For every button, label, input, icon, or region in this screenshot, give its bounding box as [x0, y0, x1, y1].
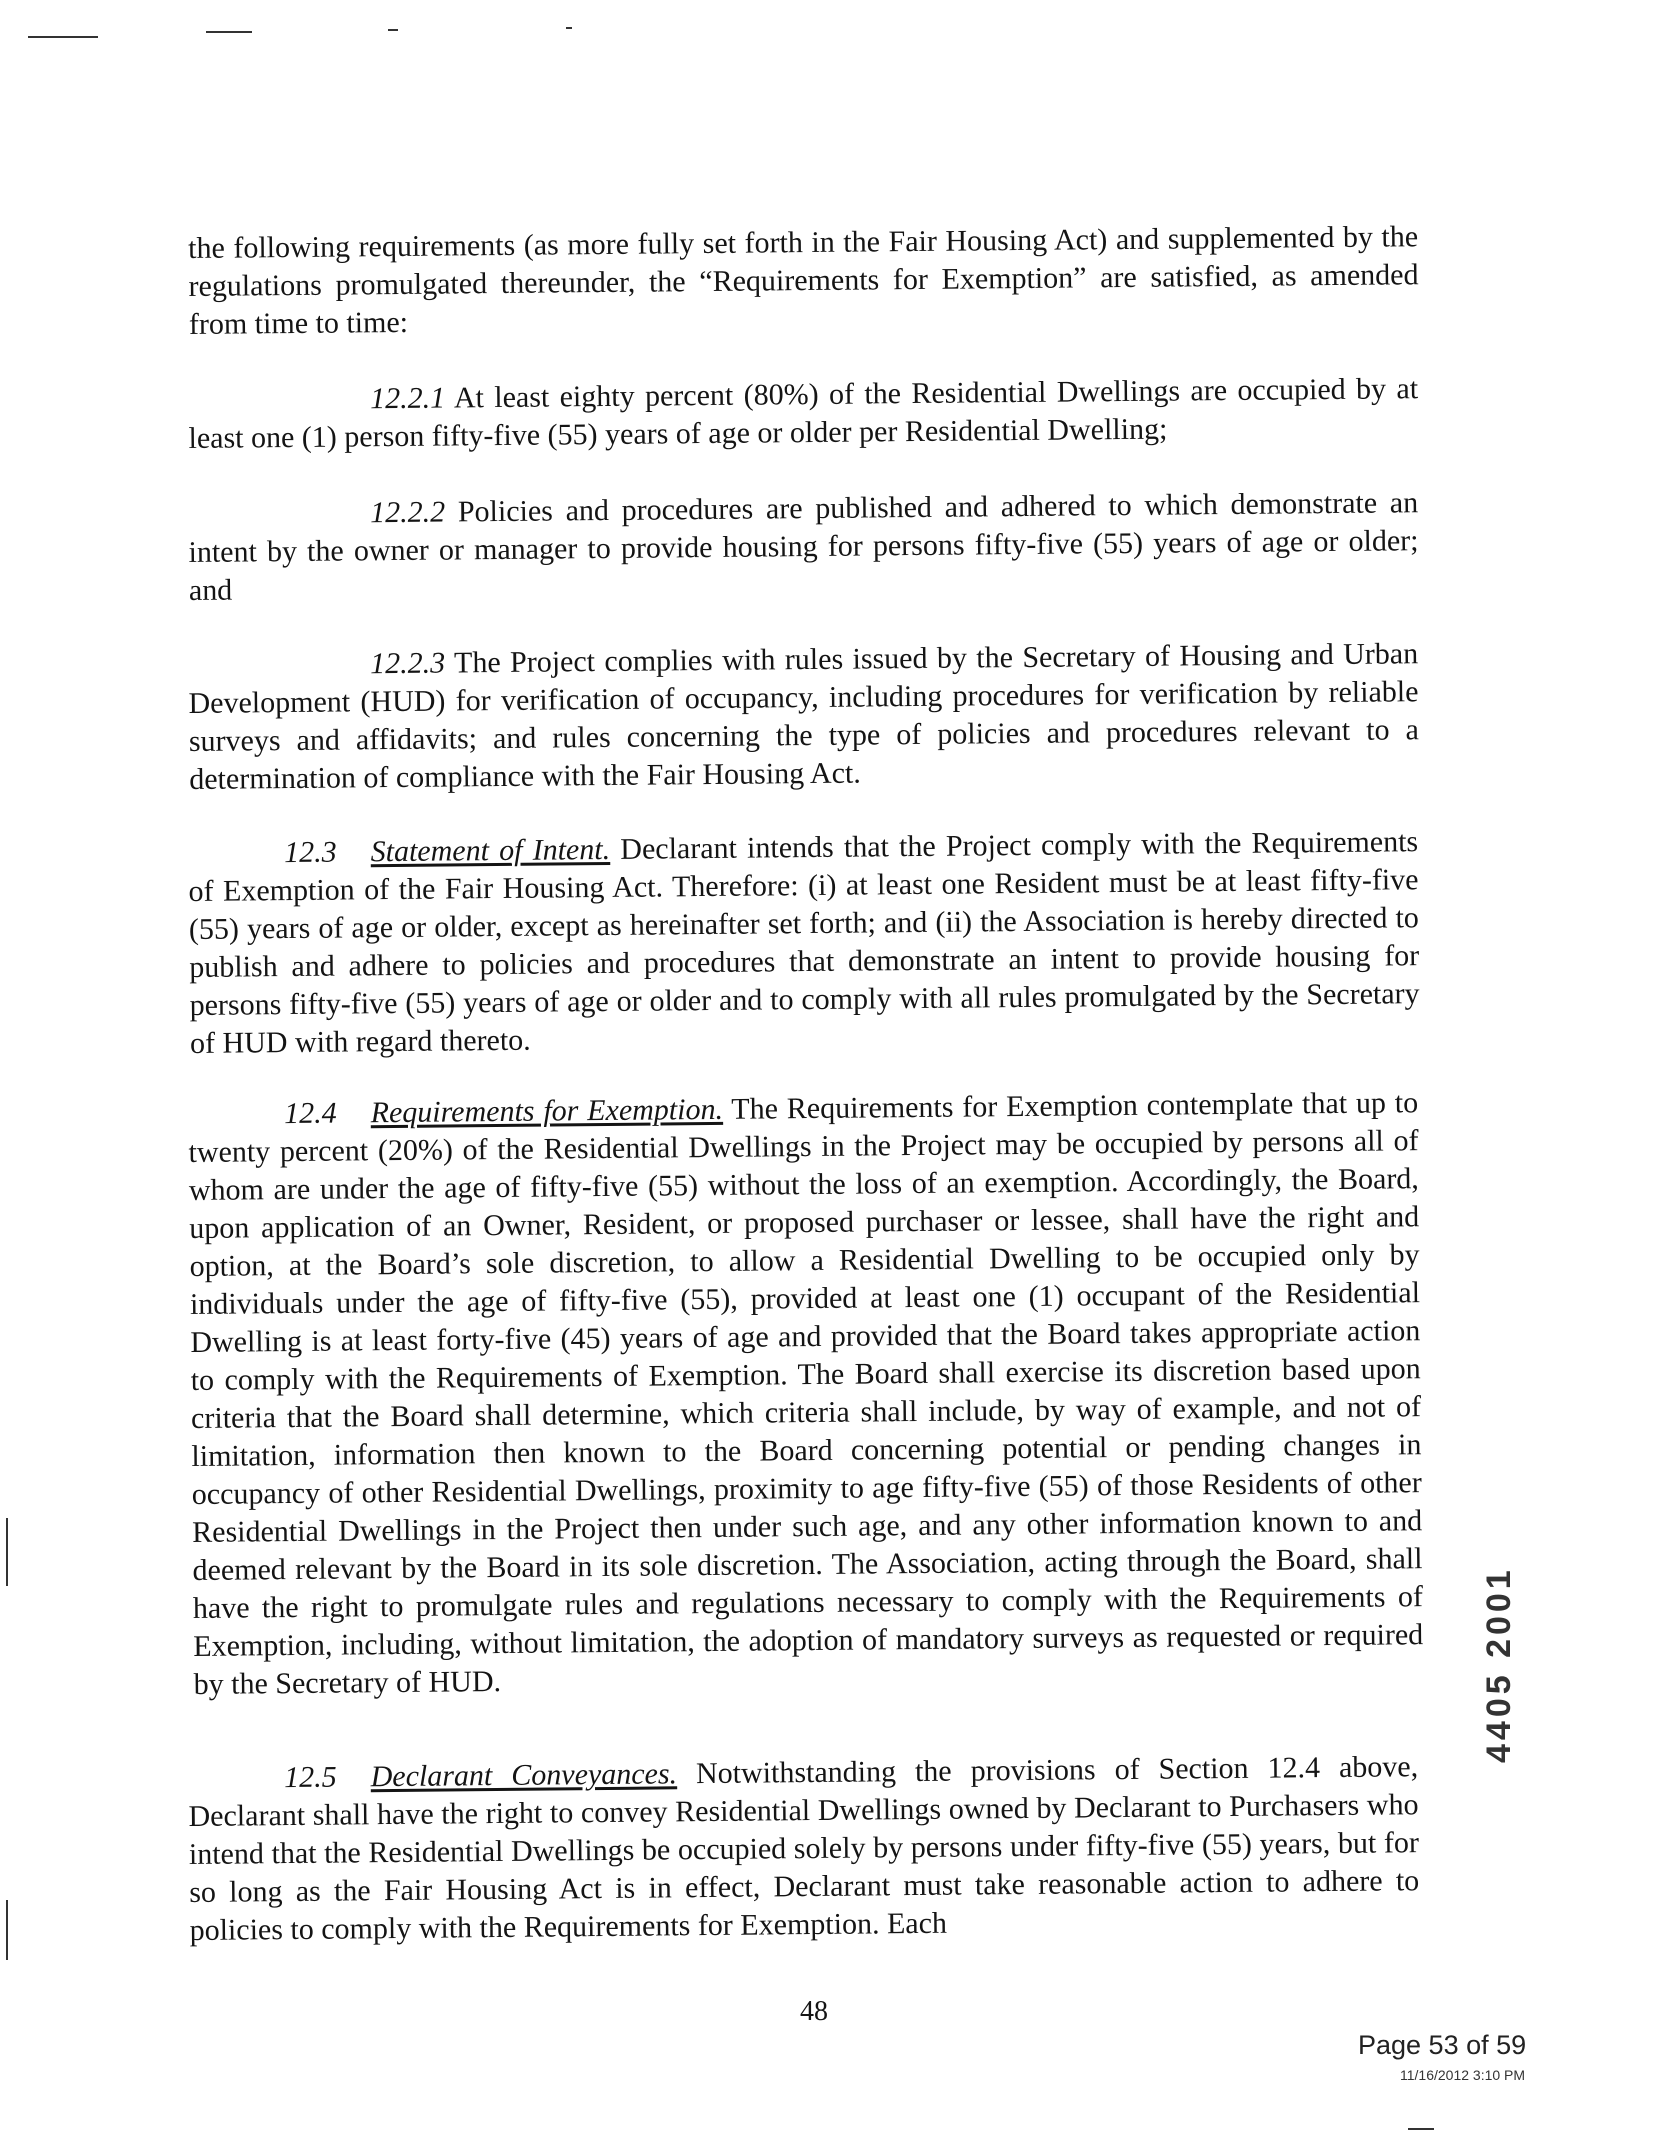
section-number: 12.5 — [284, 1760, 337, 1795]
section-text: Notwithstanding the provisions of Section 12.4 above, Declarant shall have the right to convey Residential Dwellings owned by Declarant to Purchasers who intend that the Residential Dwellings be occupied solely by persons under fifty-five (55) years, but for so long as the Fair Housing Act is in effect, Declarant must take reasonable action to adhere to policies to comply with the Requirements for Exemption. Each — [188, 1750, 1420, 1947]
item-number: 12.2.2 — [370, 495, 446, 530]
item-text: Policies and procedures are published and adhered to which demonstrate an intent by the owner or manager to provide housing for persons fifty-five (55) years of age or older; and — [188, 486, 1419, 607]
section-12-3 — [188, 823, 1420, 1063]
item-text: At least eighty percent (80%) of the Residential Dwellings are occupied by at least one (1) person fifty-five (55) years of age or older per Residential Dwelling; — [188, 372, 1419, 455]
item-text: The Project complies with rules issued by the Secretary of Housing and Urban Development (HUD) for verification of occupancy, including procedures for verification by reliable surveys and affidavits; and rules concerning the type of policies and procedures relevant to a determination of compliance with the Fair Housing Act. — [188, 637, 1420, 796]
scan-mark-left-1 — [6, 1518, 8, 1586]
section-title: Statement of Intent. — [370, 832, 611, 869]
section-title: Declarant Conveyances. — [370, 1757, 678, 1794]
page-number: 48 — [800, 1996, 828, 2027]
scan-mark-top-4 — [566, 27, 572, 29]
section-text: The Requirements for Exemption contemplate that up to twenty percent (20%) of the Residential Dwellings in the Project may be occupied by persons all of whom are under the age of fifty-five (55) without the loss of an exemption. Accordingly, the Board, upon application of an Owner, Resident, or proposed purchaser or lessee, shall have the right and option, at the Board’s sole discretion, to allow a Residential Dwelling to be occupied only by individuals under the age of fifty-five (55), provided at least one (1) occupant of the Residential Dwelling is at least forty-five (45) years of age and provided that the Board takes appropriate action to comply with the Requirements of Exemption. The Board shall exercise its discretion based upon criteria that the Board shall determine, which criteria shall include, by way of example, and not of limitation, information then known to the Board concerning potential or pending changes in occupancy of other Residential Dwellings, proximity to age fifty-five (55) of those Residents of other Residential Dwellings in the Project then under such age, and any other information known to and deemed relevant by the Board in its sole discretion. The Association, acting through the Board, shall have the right to promulgate rules and regulations necessary to comply with the Requirements of Exemption, including, without limitation, the adoption of mandatory surveys as requested or required by the Secretary of HUD. — [188, 1086, 1424, 1701]
item-number: 12.2.1 — [370, 381, 446, 416]
section-title: Requirements for Exemption. — [370, 1092, 724, 1130]
footer-timestamp: 11/16/2012 3:10 PM — [1400, 2067, 1526, 2083]
scan-mark-left-2 — [6, 1900, 8, 1960]
scan-mark-top-1 — [28, 36, 98, 38]
section-12-5 — [188, 1748, 1420, 1950]
item-12-2-1 — [188, 370, 1419, 458]
item-12-2-2 — [188, 484, 1419, 610]
item-12-2-3 — [188, 635, 1419, 799]
intro-paragraph: the following requirements (as more fully set forth in the Fair Housing Act) and supplemented by the regulations promulgated thereunder, the “Requirements for Exemption” are satisfied, as amended from time to time: — [188, 220, 1419, 341]
scan-mark-bottom — [1408, 2128, 1434, 2130]
section-number: 12.4 — [284, 1096, 337, 1131]
item-number: 12.2.3 — [370, 646, 446, 681]
footer-page-label: Page 53 of 59 — [1358, 2030, 1527, 2060]
scan-mark-top-3 — [388, 29, 398, 31]
section-number: 12.3 — [284, 835, 337, 870]
recording-number-stamp: 4405 2001 — [1480, 1566, 1518, 1764]
section-12-4 — [188, 1084, 1424, 1704]
scan-mark-top-2 — [206, 31, 252, 33]
section-text: Declarant intends that the Project comply with the Requirements of Exemption of the Fair Housing Act. Therefore: (i) at least one Resident must be at least fifty-five (55) years of age or older, except as hereinafter set forth; and (ii) the Association is hereby directed to publish and adhere to policies and procedures that demonstrate an intent to provide housing for persons fifty-five (55) years of age or older and to comply with all rules promulgated by the Secretary of HUD with regard thereto. — [188, 825, 1420, 1060]
